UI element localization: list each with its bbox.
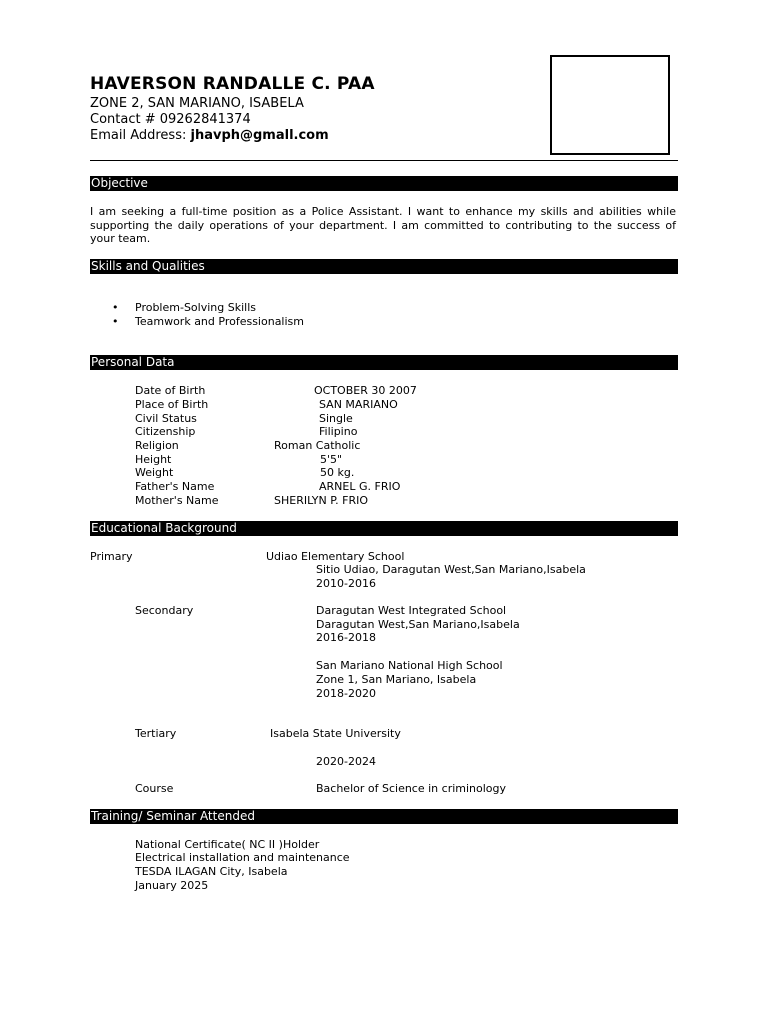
personal-value: OCTOBER 30 2007 (314, 384, 417, 397)
secondary-school-2: San Mariano National High School (316, 659, 503, 672)
personal-label: Height (135, 453, 172, 466)
training-line: January 2025 (135, 879, 209, 892)
training-line: National Certificate( NC II )Holder (135, 838, 320, 851)
list-item: • (112, 315, 119, 328)
personal-value: Filipino (319, 425, 358, 438)
skill-item: Teamwork and Professionalism (135, 315, 304, 328)
personal-label: Mother's Name (135, 494, 219, 507)
personal-value: 50 kg. (320, 466, 355, 479)
primary-label: Primary (90, 550, 133, 563)
secondary-label: Secondary (135, 604, 194, 617)
personal-label: Citizenship (135, 425, 196, 438)
primary-years: 2010-2016 (316, 577, 376, 590)
course-value: Bachelor of Science in criminology (316, 782, 507, 795)
personal-value: Single (319, 412, 353, 425)
tertiary-years: 2020-2024 (316, 755, 376, 768)
secondary-school-1: Daragutan West Integrated School (316, 604, 507, 617)
personal-value: SHERILYN P. FRIO (274, 494, 368, 507)
applicant-name: HAVERSON RANDALLE C. PAA (90, 74, 375, 94)
secondary-years-2: 2018-2020 (316, 687, 376, 700)
list-item: • (112, 301, 119, 314)
personal-value: SAN MARIANO (319, 398, 398, 411)
course-label: Course (135, 782, 174, 795)
personal-data-heading: Personal Data (90, 355, 678, 370)
personal-label: Religion (135, 439, 179, 452)
training-heading: Training/ Seminar Attended (90, 809, 678, 824)
personal-value: 5'5" (320, 453, 343, 466)
photo-placeholder (550, 55, 670, 155)
address-line: ZONE 2, SAN MARIANO, ISABELA (90, 96, 304, 111)
training-line: TESDA ILAGAN City, Isabela (135, 865, 288, 878)
training-line: Electrical installation and maintenance (135, 851, 350, 864)
skill-item: Problem-Solving Skills (135, 301, 256, 314)
objective-text: I am seeking a full-time position as a Police Assistant. I want to enhance my skills and abilities while supporting the daily operations of your department. I am committed to contributing to the success of your team. (90, 205, 676, 245)
personal-label: Civil Status (135, 412, 197, 425)
personal-value: Roman Catholic (274, 439, 361, 452)
header-divider (90, 160, 678, 161)
primary-school: Udiao Elementary School (266, 550, 405, 563)
secondary-years-1: 2016-2018 (316, 631, 376, 644)
contact-line: Contact # 09262841374 (90, 112, 251, 127)
email-line (90, 128, 329, 143)
secondary-address-2: Zone 1, San Mariano, Isabela (316, 673, 477, 686)
objective-heading: Objective (90, 176, 678, 191)
personal-label: Date of Birth (135, 384, 206, 397)
primary-address: Sitio Udiao, Daragutan West,San Mariano,Isabela (316, 563, 586, 576)
tertiary-school: Isabela State University (270, 727, 401, 740)
email-value: jhavph@gmall.com (190, 128, 329, 143)
personal-label: Weight (135, 466, 174, 479)
personal-label: Father's Name (135, 480, 215, 493)
personal-value: ARNEL G. FRIO (319, 480, 401, 493)
secondary-address-1: Daragutan West,San Mariano,Isabela (316, 618, 520, 631)
education-heading: Educational Background (90, 521, 678, 536)
tertiary-label: Tertiary (135, 727, 177, 740)
email-label: Email Address: (90, 128, 191, 143)
skills-heading: Skills and Qualities (90, 259, 678, 274)
personal-label: Place of Birth (135, 398, 209, 411)
